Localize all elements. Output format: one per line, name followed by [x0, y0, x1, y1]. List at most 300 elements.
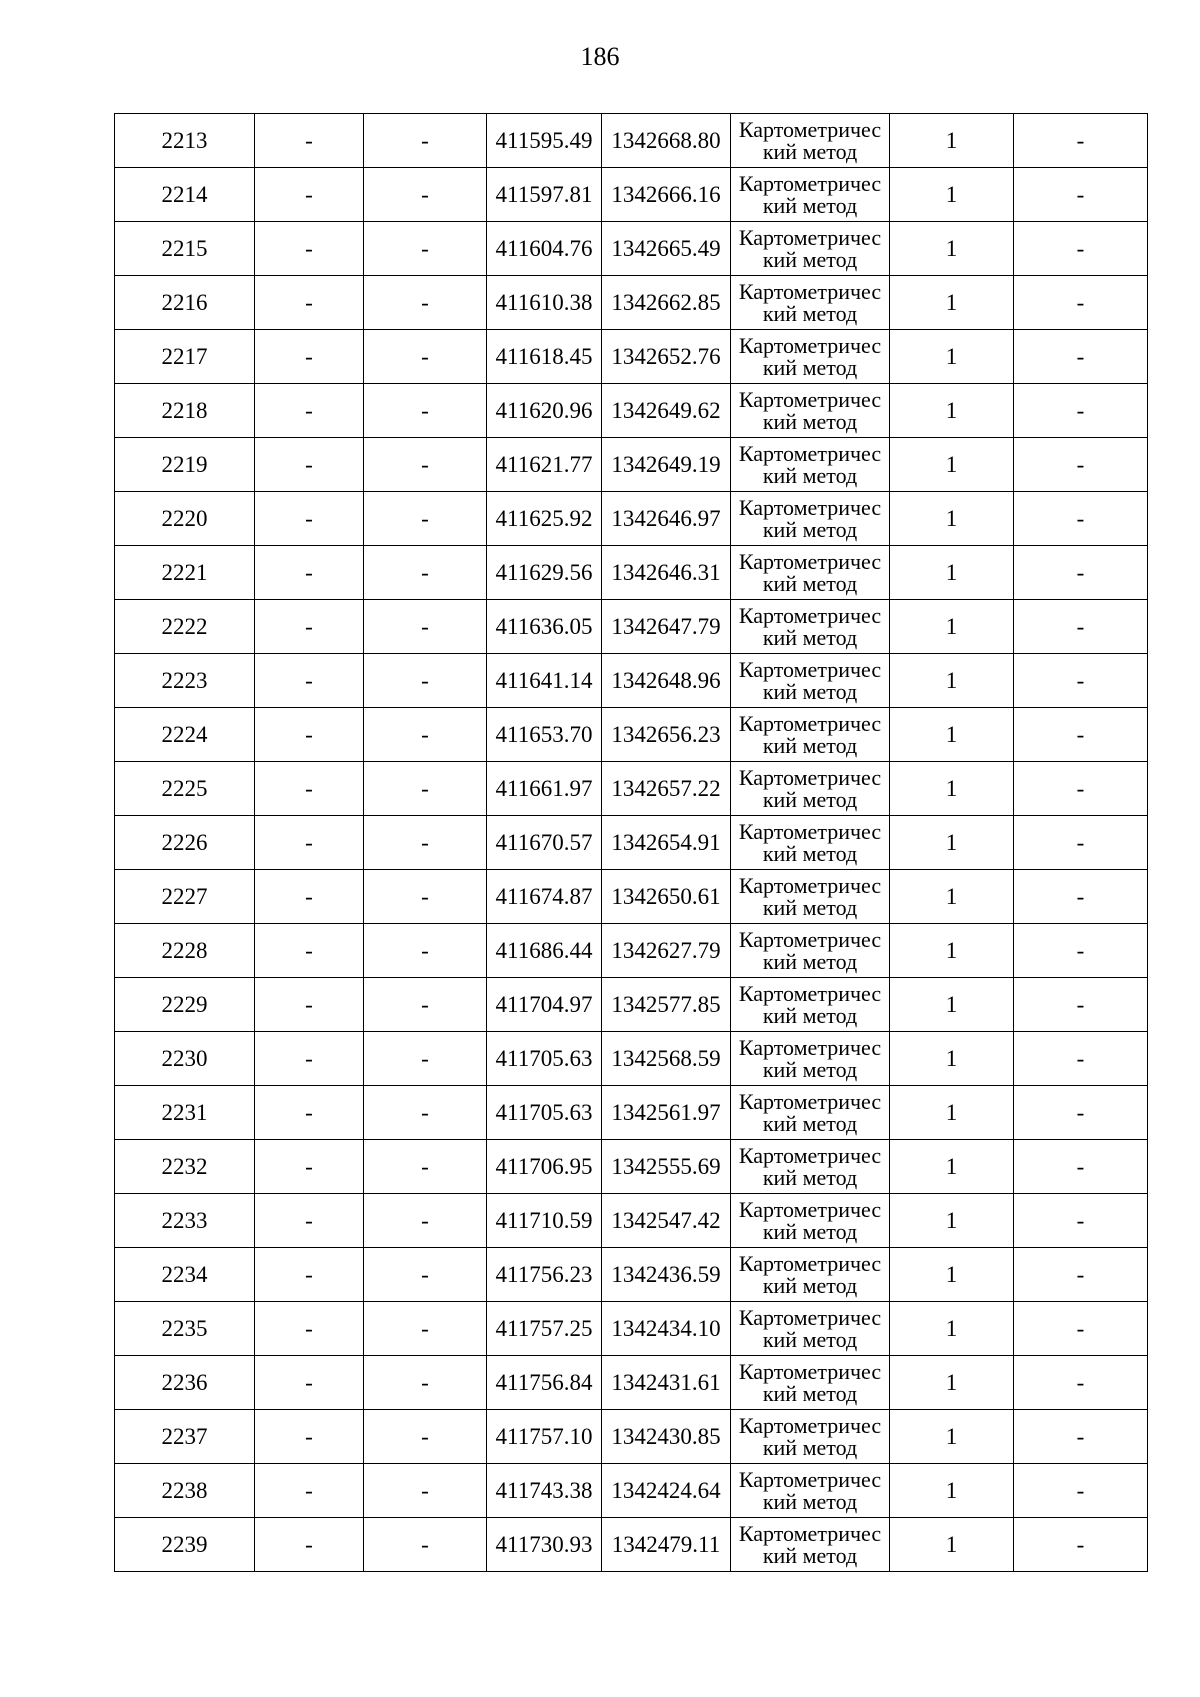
coordinates-table — [114, 113, 1148, 1572]
point-number-cell: 2228 — [115, 924, 255, 978]
accuracy-cell: 1 — [890, 924, 1014, 978]
note-cell: - — [1014, 762, 1148, 816]
accuracy-cell: 1 — [890, 654, 1014, 708]
method-text-line-1: Картометричес — [738, 1251, 882, 1277]
x-coordinate-cell: 411674.87 — [487, 870, 602, 924]
note-cell: - — [1014, 1464, 1148, 1518]
method-text-line-2: кий метод — [762, 409, 858, 434]
note-cell: - — [1014, 330, 1148, 384]
x-coordinate-cell: 411704.97 — [487, 978, 602, 1032]
method-text-line-2: кий метод — [762, 517, 858, 542]
column-3-cell: - — [364, 978, 487, 1032]
column-3-cell: - — [364, 1194, 487, 1248]
point-number-cell: 2230 — [115, 1032, 255, 1086]
method-text-line-1: Картометричес — [738, 765, 882, 791]
x-coordinate-cell: 411705.63 — [487, 1032, 602, 1086]
x-coordinate-cell: 411653.70 — [487, 708, 602, 762]
accuracy-cell: 1 — [890, 1194, 1014, 1248]
note-cell: - — [1014, 1518, 1148, 1572]
y-coordinate-cell: 1342652.76 — [602, 330, 731, 384]
note-cell: - — [1014, 654, 1148, 708]
method-text-line-1: Картометричес — [738, 1143, 882, 1169]
method-cell — [731, 924, 890, 978]
point-number-cell: 2213 — [115, 114, 255, 168]
point-number-cell: 2235 — [115, 1302, 255, 1356]
method-cell — [731, 276, 890, 330]
note-cell: - — [1014, 114, 1148, 168]
method-cell — [731, 870, 890, 924]
table-body — [115, 114, 1148, 1572]
column-3-cell: - — [364, 1032, 487, 1086]
column-3-cell: - — [364, 1248, 487, 1302]
note-cell: - — [1014, 1086, 1148, 1140]
x-coordinate-cell: 411621.77 — [487, 438, 602, 492]
y-coordinate-cell: 1342627.79 — [602, 924, 731, 978]
column-2-cell: - — [255, 276, 364, 330]
accuracy-cell: 1 — [890, 1248, 1014, 1302]
table-row — [115, 114, 1148, 168]
table-row — [115, 1140, 1148, 1194]
x-coordinate-cell: 411661.97 — [487, 762, 602, 816]
table-row — [115, 654, 1148, 708]
column-3-cell: - — [364, 762, 487, 816]
column-3-cell: - — [364, 816, 487, 870]
note-cell: - — [1014, 1140, 1148, 1194]
column-3-cell: - — [364, 492, 487, 546]
method-text-line-1: Картометричес — [738, 1305, 882, 1331]
method-text-line-1: Картометричес — [738, 1359, 882, 1385]
method-text-line-2: кий метод — [762, 355, 858, 380]
point-number-cell: 2214 — [115, 168, 255, 222]
accuracy-cell: 1 — [890, 1140, 1014, 1194]
method-text-line-1: Картометричес — [738, 1089, 882, 1115]
note-cell: - — [1014, 1194, 1148, 1248]
accuracy-cell: 1 — [890, 546, 1014, 600]
x-coordinate-cell: 411641.14 — [487, 654, 602, 708]
table-row — [115, 1356, 1148, 1410]
y-coordinate-cell: 1342479.11 — [602, 1518, 731, 1572]
y-coordinate-cell: 1342561.97 — [602, 1086, 731, 1140]
x-coordinate-cell: 411620.96 — [487, 384, 602, 438]
y-coordinate-cell: 1342430.85 — [602, 1410, 731, 1464]
column-3-cell: - — [364, 654, 487, 708]
y-coordinate-cell: 1342654.91 — [602, 816, 731, 870]
point-number-cell: 2237 — [115, 1410, 255, 1464]
x-coordinate-cell: 411743.38 — [487, 1464, 602, 1518]
method-text-line-1: Картометричес — [738, 711, 882, 737]
accuracy-cell: 1 — [890, 600, 1014, 654]
method-text-line-1: Картометричес — [738, 117, 882, 143]
accuracy-cell: 1 — [890, 1356, 1014, 1410]
accuracy-cell: 1 — [890, 816, 1014, 870]
method-text-line-2: кий метод — [762, 1111, 858, 1136]
column-2-cell: - — [255, 330, 364, 384]
method-text-line-1: Картометричес — [738, 171, 882, 197]
method-text-line-2: кий метод — [762, 1381, 858, 1406]
column-2-cell: - — [255, 222, 364, 276]
note-cell: - — [1014, 600, 1148, 654]
table-row — [115, 762, 1148, 816]
note-cell: - — [1014, 384, 1148, 438]
point-number-cell: 2220 — [115, 492, 255, 546]
accuracy-cell: 1 — [890, 492, 1014, 546]
method-cell — [731, 546, 890, 600]
point-number-cell: 2226 — [115, 816, 255, 870]
column-3-cell: - — [364, 1086, 487, 1140]
method-cell — [731, 978, 890, 1032]
accuracy-cell: 1 — [890, 762, 1014, 816]
column-2-cell: - — [255, 1356, 364, 1410]
method-text-line-1: Картометричес — [738, 279, 882, 305]
method-text-line-1: Картометричес — [738, 873, 882, 899]
method-cell — [731, 600, 890, 654]
accuracy-cell: 1 — [890, 276, 1014, 330]
x-coordinate-cell: 411706.95 — [487, 1140, 602, 1194]
method-text-line-2: кий метод — [762, 949, 858, 974]
method-text-line-1: Картометричес — [738, 441, 882, 467]
method-cell — [731, 384, 890, 438]
method-cell — [731, 1410, 890, 1464]
accuracy-cell: 1 — [890, 870, 1014, 924]
y-coordinate-cell: 1342649.62 — [602, 384, 731, 438]
column-2-cell: - — [255, 1464, 364, 1518]
method-text-line-2: кий метод — [762, 1057, 858, 1082]
table-row — [115, 1248, 1148, 1302]
method-text-line-2: кий метод — [762, 841, 858, 866]
method-cell — [731, 1248, 890, 1302]
y-coordinate-cell: 1342424.64 — [602, 1464, 731, 1518]
column-2-cell: - — [255, 654, 364, 708]
method-cell — [731, 438, 890, 492]
method-cell — [731, 654, 890, 708]
point-number-cell: 2227 — [115, 870, 255, 924]
note-cell: - — [1014, 546, 1148, 600]
method-text-line-1: Картометричес — [738, 927, 882, 953]
y-coordinate-cell: 1342646.31 — [602, 546, 731, 600]
method-text-line-1: Картометричес — [738, 603, 882, 629]
accuracy-cell: 1 — [890, 1302, 1014, 1356]
table-row — [115, 384, 1148, 438]
table-row — [115, 600, 1148, 654]
method-text-line-2: кий метод — [762, 1003, 858, 1028]
y-coordinate-cell: 1342656.23 — [602, 708, 731, 762]
column-3-cell: - — [364, 222, 487, 276]
column-3-cell: - — [364, 1464, 487, 1518]
method-text-line-2: кий метод — [762, 193, 858, 218]
table-row — [115, 1464, 1148, 1518]
method-text-line-1: Картометричес — [738, 333, 882, 359]
column-3-cell: - — [364, 1302, 487, 1356]
column-2-cell: - — [255, 1518, 364, 1572]
point-number-cell: 2233 — [115, 1194, 255, 1248]
note-cell: - — [1014, 924, 1148, 978]
column-3-cell: - — [364, 546, 487, 600]
table-row — [115, 1086, 1148, 1140]
column-2-cell: - — [255, 924, 364, 978]
y-coordinate-cell: 1342647.79 — [602, 600, 731, 654]
y-coordinate-cell: 1342431.61 — [602, 1356, 731, 1410]
table-row — [115, 708, 1148, 762]
method-text-line-1: Картометричес — [738, 1035, 882, 1061]
method-text-line-1: Картометричес — [738, 495, 882, 521]
column-3-cell: - — [364, 168, 487, 222]
method-text-line-2: кий метод — [762, 1165, 858, 1190]
column-2-cell: - — [255, 168, 364, 222]
table-row — [115, 1032, 1148, 1086]
column-2-cell: - — [255, 114, 364, 168]
method-text-line-2: кий метод — [762, 247, 858, 272]
x-coordinate-cell: 411756.23 — [487, 1248, 602, 1302]
note-cell: - — [1014, 1248, 1148, 1302]
method-text-line-2: кий метод — [762, 733, 858, 758]
y-coordinate-cell: 1342662.85 — [602, 276, 731, 330]
column-3-cell: - — [364, 708, 487, 762]
column-3-cell: - — [364, 276, 487, 330]
column-3-cell: - — [364, 1518, 487, 1572]
accuracy-cell: 1 — [890, 1464, 1014, 1518]
method-text-line-2: кий метод — [762, 679, 858, 704]
point-number-cell: 2236 — [115, 1356, 255, 1410]
method-text-line-2: кий метод — [762, 625, 858, 650]
method-cell — [731, 222, 890, 276]
column-3-cell: - — [364, 600, 487, 654]
note-cell: - — [1014, 492, 1148, 546]
x-coordinate-cell: 411705.63 — [487, 1086, 602, 1140]
y-coordinate-cell: 1342577.85 — [602, 978, 731, 1032]
x-coordinate-cell: 411618.45 — [487, 330, 602, 384]
page-number: 186 — [580, 42, 620, 71]
column-2-cell: - — [255, 546, 364, 600]
column-2-cell: - — [255, 1248, 364, 1302]
column-2-cell: - — [255, 1410, 364, 1464]
note-cell: - — [1014, 168, 1148, 222]
table-row — [115, 1194, 1148, 1248]
point-number-cell: 2225 — [115, 762, 255, 816]
method-cell — [731, 330, 890, 384]
column-2-cell: - — [255, 870, 364, 924]
column-3-cell: - — [364, 330, 487, 384]
y-coordinate-cell: 1342666.16 — [602, 168, 731, 222]
y-coordinate-cell: 1342547.42 — [602, 1194, 731, 1248]
method-text-line-2: кий метод — [762, 787, 858, 812]
x-coordinate-cell: 411595.49 — [487, 114, 602, 168]
table-row — [115, 924, 1148, 978]
accuracy-cell: 1 — [890, 1086, 1014, 1140]
x-coordinate-cell: 411604.76 — [487, 222, 602, 276]
method-cell — [731, 1356, 890, 1410]
point-number-cell: 2234 — [115, 1248, 255, 1302]
method-text-line-1: Картометричес — [738, 819, 882, 845]
accuracy-cell: 1 — [890, 1032, 1014, 1086]
column-2-cell: - — [255, 384, 364, 438]
column-2-cell: - — [255, 438, 364, 492]
method-cell — [731, 1464, 890, 1518]
method-text-line-2: кий метод — [762, 895, 858, 920]
table-row — [115, 1410, 1148, 1464]
accuracy-cell: 1 — [890, 330, 1014, 384]
point-number-cell: 2219 — [115, 438, 255, 492]
method-text-line-2: кий метод — [762, 1543, 858, 1568]
method-text-line-2: кий метод — [762, 1435, 858, 1460]
point-number-cell: 2218 — [115, 384, 255, 438]
method-cell — [731, 1086, 890, 1140]
method-text-line-2: кий метод — [762, 463, 858, 488]
accuracy-cell: 1 — [890, 114, 1014, 168]
point-number-cell: 2224 — [115, 708, 255, 762]
method-cell — [731, 1032, 890, 1086]
column-2-cell: - — [255, 1302, 364, 1356]
x-coordinate-cell: 411670.57 — [487, 816, 602, 870]
point-number-cell: 2217 — [115, 330, 255, 384]
note-cell: - — [1014, 816, 1148, 870]
point-number-cell: 2238 — [115, 1464, 255, 1518]
x-coordinate-cell: 411629.56 — [487, 546, 602, 600]
point-number-cell: 2221 — [115, 546, 255, 600]
method-cell — [731, 1302, 890, 1356]
method-text-line-2: кий метод — [762, 301, 858, 326]
column-3-cell: - — [364, 870, 487, 924]
y-coordinate-cell: 1342568.59 — [602, 1032, 731, 1086]
accuracy-cell: 1 — [890, 222, 1014, 276]
accuracy-cell: 1 — [890, 168, 1014, 222]
method-text-line-2: кий метод — [762, 1489, 858, 1514]
accuracy-cell: 1 — [890, 1410, 1014, 1464]
method-text-line-2: кий метод — [762, 571, 858, 596]
method-text-line-2: кий метод — [762, 139, 858, 164]
y-coordinate-cell: 1342648.96 — [602, 654, 731, 708]
table-row — [115, 1302, 1148, 1356]
x-coordinate-cell: 411757.25 — [487, 1302, 602, 1356]
note-cell: - — [1014, 1410, 1148, 1464]
point-number-cell: 2239 — [115, 1518, 255, 1572]
x-coordinate-cell: 411710.59 — [487, 1194, 602, 1248]
x-coordinate-cell: 411610.38 — [487, 276, 602, 330]
method-cell — [731, 1518, 890, 1572]
column-2-cell: - — [255, 1194, 364, 1248]
accuracy-cell: 1 — [890, 438, 1014, 492]
table-row — [115, 870, 1148, 924]
method-text-line-2: кий метод — [762, 1273, 858, 1298]
method-cell — [731, 114, 890, 168]
note-cell: - — [1014, 222, 1148, 276]
column-2-cell: - — [255, 978, 364, 1032]
x-coordinate-cell: 411756.84 — [487, 1356, 602, 1410]
method-cell — [731, 708, 890, 762]
column-2-cell: - — [255, 762, 364, 816]
note-cell: - — [1014, 276, 1148, 330]
note-cell: - — [1014, 978, 1148, 1032]
point-number-cell: 2231 — [115, 1086, 255, 1140]
x-coordinate-cell: 411730.93 — [487, 1518, 602, 1572]
table-row — [115, 492, 1148, 546]
column-3-cell: - — [364, 1356, 487, 1410]
table-row — [115, 330, 1148, 384]
x-coordinate-cell: 411757.10 — [487, 1410, 602, 1464]
method-cell — [731, 168, 890, 222]
point-number-cell: 2229 — [115, 978, 255, 1032]
method-text-line-1: Картометричес — [738, 657, 882, 683]
accuracy-cell: 1 — [890, 708, 1014, 762]
method-text-line-1: Картометричес — [738, 549, 882, 575]
y-coordinate-cell: 1342665.49 — [602, 222, 731, 276]
note-cell: - — [1014, 1356, 1148, 1410]
y-coordinate-cell: 1342434.10 — [602, 1302, 731, 1356]
point-number-cell: 2222 — [115, 600, 255, 654]
table-row — [115, 438, 1148, 492]
table-row — [115, 1518, 1148, 1572]
note-cell: - — [1014, 870, 1148, 924]
accuracy-cell: 1 — [890, 1518, 1014, 1572]
method-text-line-2: кий метод — [762, 1327, 858, 1352]
table-row — [115, 168, 1148, 222]
method-text-line-1: Картометричес — [738, 1413, 882, 1439]
column-2-cell: - — [255, 1086, 364, 1140]
column-2-cell: - — [255, 1140, 364, 1194]
accuracy-cell: 1 — [890, 384, 1014, 438]
column-3-cell: - — [364, 1410, 487, 1464]
table-row — [115, 978, 1148, 1032]
column-3-cell: - — [364, 114, 487, 168]
column-3-cell: - — [364, 438, 487, 492]
y-coordinate-cell: 1342657.22 — [602, 762, 731, 816]
x-coordinate-cell: 411636.05 — [487, 600, 602, 654]
point-number-cell: 2232 — [115, 1140, 255, 1194]
y-coordinate-cell: 1342555.69 — [602, 1140, 731, 1194]
note-cell: - — [1014, 1032, 1148, 1086]
y-coordinate-cell: 1342646.97 — [602, 492, 731, 546]
point-number-cell: 2216 — [115, 276, 255, 330]
column-2-cell: - — [255, 708, 364, 762]
table-row — [115, 546, 1148, 600]
column-3-cell: - — [364, 384, 487, 438]
x-coordinate-cell: 411597.81 — [487, 168, 602, 222]
column-2-cell: - — [255, 492, 364, 546]
method-text-line-1: Картометричес — [738, 1467, 882, 1493]
note-cell: - — [1014, 1302, 1148, 1356]
y-coordinate-cell: 1342649.19 — [602, 438, 731, 492]
method-cell — [731, 1140, 890, 1194]
column-2-cell: - — [255, 600, 364, 654]
method-text-line-1: Картометричес — [738, 225, 882, 251]
method-text-line-1: Картометричес — [738, 981, 882, 1007]
method-text-line-1: Картометричес — [738, 1521, 882, 1547]
y-coordinate-cell: 1342668.80 — [602, 114, 731, 168]
column-2-cell: - — [255, 1032, 364, 1086]
method-text-line-1: Картометричес — [738, 387, 882, 413]
x-coordinate-cell: 411625.92 — [487, 492, 602, 546]
column-2-cell: - — [255, 816, 364, 870]
note-cell: - — [1014, 438, 1148, 492]
method-text-line-2: кий метод — [762, 1219, 858, 1244]
table-row — [115, 276, 1148, 330]
method-text-line-1: Картометричес — [738, 1197, 882, 1223]
y-coordinate-cell: 1342650.61 — [602, 870, 731, 924]
point-number-cell: 2223 — [115, 654, 255, 708]
method-cell — [731, 492, 890, 546]
accuracy-cell: 1 — [890, 978, 1014, 1032]
y-coordinate-cell: 1342436.59 — [602, 1248, 731, 1302]
method-cell — [731, 1194, 890, 1248]
x-coordinate-cell: 411686.44 — [487, 924, 602, 978]
column-3-cell: - — [364, 1140, 487, 1194]
note-cell: - — [1014, 708, 1148, 762]
method-cell — [731, 762, 890, 816]
table-row — [115, 222, 1148, 276]
column-3-cell: - — [364, 924, 487, 978]
point-number-cell: 2215 — [115, 222, 255, 276]
method-cell — [731, 816, 890, 870]
table-row — [115, 816, 1148, 870]
